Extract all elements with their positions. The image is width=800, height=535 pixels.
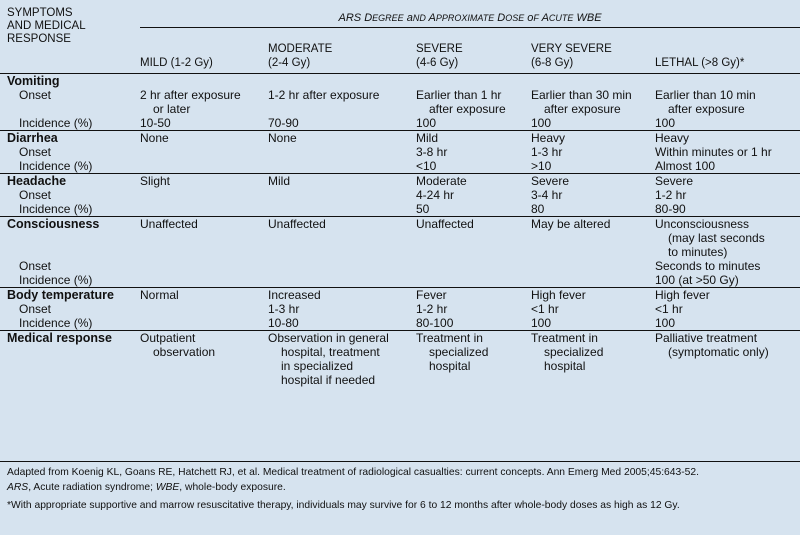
- cell-line: <1 hr: [655, 302, 683, 316]
- abbrev-wbe-def: , whole-body exposure.: [179, 482, 286, 493]
- symptom-sublabel: [7, 102, 140, 116]
- abbreviation-note: [7, 481, 797, 495]
- table-cell: [140, 331, 268, 388]
- cell-line: 1-2 hr after exposure: [268, 88, 380, 102]
- column-header-mild: [140, 28, 268, 74]
- symptom-sublabel: Onset: [19, 88, 52, 102]
- table-cell: [531, 288, 655, 331]
- cell-line: after exposure: [544, 102, 621, 116]
- cell-line: (may last seconds: [668, 231, 765, 245]
- cell-line: Seconds to minutes: [655, 259, 761, 273]
- column-header-line: SEVERE: [416, 43, 463, 55]
- column-header-lethal: [655, 28, 800, 74]
- cell-line: hospital: [544, 359, 586, 373]
- symptom-sublabel: [7, 231, 140, 245]
- header-super-row: [0, 0, 800, 28]
- cell-line: Normal: [140, 288, 179, 302]
- cell-line: 100: [655, 116, 676, 130]
- symptom-title: Headache: [7, 174, 67, 188]
- cell-line: Treatment in: [531, 331, 598, 345]
- symptom-cell: [0, 174, 140, 217]
- symptom-sublabel: Onset: [19, 145, 52, 159]
- cell-line: [268, 102, 416, 116]
- cell-line: Outpatient: [140, 331, 196, 345]
- supertitle-word: APPROXIMATE: [428, 12, 495, 24]
- table-cell: [531, 331, 655, 388]
- cell-line: observation: [153, 345, 216, 359]
- symptoms-column-header: [0, 0, 140, 74]
- table-cell: [416, 74, 531, 131]
- symptom-sublabel: Onset: [19, 188, 52, 202]
- supertitle-word: ARS: [338, 12, 362, 24]
- supertitle-word: oF: [527, 12, 539, 24]
- symptom-sublabel: Incidence (%): [19, 116, 93, 130]
- symptom-cell: [0, 131, 140, 174]
- cell-line: Heavy: [531, 131, 566, 145]
- cell-line: Observation in general: [268, 331, 389, 345]
- table-cell: [531, 74, 655, 131]
- cell-line: 100: [655, 316, 676, 330]
- cell-line: None: [268, 131, 297, 145]
- cell-line: to minutes): [668, 245, 728, 259]
- cell-line: May be altered: [531, 217, 611, 231]
- column-header-line: (6-8 Gy): [531, 57, 574, 69]
- table-cell: [268, 288, 416, 331]
- symptom-title: Vomiting: [7, 74, 60, 88]
- symptom-sublabel: Onset: [19, 259, 52, 273]
- cell-line: 70-90: [268, 116, 299, 130]
- cell-line: or later: [153, 102, 191, 116]
- symptom-cell: [0, 217, 140, 288]
- symptom-sublabel: Incidence (%): [19, 202, 93, 216]
- symptom-sublabel: Incidence (%): [19, 316, 93, 330]
- symptoms-header-line: RESPONSE: [7, 33, 71, 45]
- cell-line: in specialized: [281, 359, 354, 373]
- table-cell: [655, 131, 800, 174]
- column-header-line: VERY SEVERE: [531, 43, 612, 55]
- table-row-headache: [0, 174, 800, 217]
- cell-line: 10-80: [268, 316, 299, 330]
- column-header-very-severe: [531, 28, 655, 74]
- symptom-cell: [0, 331, 140, 388]
- table-cell: [416, 131, 531, 174]
- symptom-cell: [0, 288, 140, 331]
- footnote: *With appropriate supportive and marrow resuscitative therapy, individuals may survive for 6 to 12 months after whole-body doses as high as 12 Gy.: [7, 500, 680, 511]
- supertitle-word: WBE: [576, 12, 602, 24]
- table-cell: [140, 131, 268, 174]
- table-cell: [268, 331, 416, 388]
- cell-line: Moderate: [416, 174, 467, 188]
- table-bottom-rule: [0, 461, 800, 462]
- cell-line: Heavy: [655, 131, 690, 145]
- cell-line: 1-2 hr: [655, 188, 687, 202]
- cell-line: Unaffected: [140, 217, 198, 231]
- cell-line: Within minutes or 1 hr: [655, 145, 772, 159]
- symptom-title: Body temperature: [7, 288, 114, 302]
- table-row-vomiting: [0, 74, 800, 131]
- symptom-title: Medical response: [7, 331, 112, 345]
- table-cell: [416, 331, 531, 388]
- table-cell: [655, 288, 800, 331]
- cell-line: 50: [416, 202, 430, 216]
- cell-line: 80-100: [416, 316, 454, 330]
- cell-line: >10: [531, 159, 552, 173]
- cell-line: Unaffected: [268, 217, 326, 231]
- cell-line: 1-2 hr: [416, 302, 448, 316]
- cell-line: 2 hr after exposure: [140, 88, 241, 102]
- cell-line: Palliative treatment: [655, 331, 758, 345]
- cell-line: specialized: [544, 345, 604, 359]
- cell-line: 1-3 hr: [531, 145, 563, 159]
- supertitle-word: DEGREE: [364, 12, 404, 24]
- cell-line: <1 hr: [531, 302, 559, 316]
- column-header-severe: [416, 28, 531, 74]
- cell-line: 100: [416, 116, 437, 130]
- table-cell: [140, 288, 268, 331]
- cell-line: hospital: [429, 359, 471, 373]
- table-row-medical-response: [0, 331, 800, 388]
- symptom-sublabel: Incidence (%): [19, 273, 93, 287]
- cell-line: 100 (at >50 Gy): [655, 273, 739, 287]
- cell-line: None: [140, 131, 169, 145]
- cell-line: after exposure: [429, 102, 506, 116]
- cell-line: 3-8 hr: [416, 145, 448, 159]
- column-header-moderate: [268, 28, 416, 74]
- table-cell: [268, 174, 416, 217]
- supertitle-word: ACUTE: [541, 12, 574, 24]
- table-cell: [268, 74, 416, 131]
- table-cell: [416, 174, 531, 217]
- cell-line: Fever: [416, 288, 447, 302]
- source-note: Adapted from Koenig KL, Goans RE, Hatchett RJ, et al. Medical treatment of radiological casualties: current concepts. Ann Emerg Med 2005;45:643-52.: [7, 467, 699, 478]
- cell-line: 4-24 hr: [416, 188, 455, 202]
- cell-line: 80: [531, 202, 545, 216]
- cell-line: 3-4 hr: [531, 188, 563, 202]
- symptom-sublabel: Incidence (%): [19, 159, 93, 173]
- cell-line: 100: [531, 116, 552, 130]
- cell-line: 10-50: [140, 116, 171, 130]
- supertitle-word: DOSE: [497, 12, 525, 24]
- table-cell: [531, 131, 655, 174]
- cell-line: Mild: [268, 174, 291, 188]
- cell-line: High fever: [655, 288, 710, 302]
- cell-line: Earlier than 1 hr: [416, 88, 502, 102]
- cell-line: hospital, treatment: [281, 345, 380, 359]
- cell-line: Increased: [268, 288, 321, 302]
- table-cell: [531, 174, 655, 217]
- cell-line: <10: [416, 159, 437, 173]
- symptoms-header-line: AND MEDICAL: [7, 20, 86, 32]
- column-header-line: (2-4 Gy): [268, 57, 311, 69]
- cell-line: Severe: [655, 174, 694, 188]
- table-cell: [268, 217, 416, 288]
- cell-line: [531, 74, 655, 88]
- abbrev-ars: ARS: [7, 482, 29, 493]
- cell-line: Slight: [140, 174, 171, 188]
- cell-line: specialized: [429, 345, 489, 359]
- table-cell: [140, 74, 268, 131]
- symptom-sublabel: [7, 245, 140, 259]
- cell-line: [655, 74, 800, 88]
- table-cell: [268, 131, 416, 174]
- cell-line: Unconsciousness: [655, 217, 750, 231]
- cell-line: Mild: [416, 131, 439, 145]
- column-header-line: MODERATE: [268, 43, 333, 55]
- cell-line: 100: [531, 316, 552, 330]
- table-cell: [655, 174, 800, 217]
- table-cell: [416, 288, 531, 331]
- table-row-diarrhea: [0, 131, 800, 174]
- table-row-body-temperature: [0, 288, 800, 331]
- cell-line: 1-3 hr: [268, 302, 300, 316]
- cell-line: [140, 74, 268, 88]
- table-row-consciousness: [0, 217, 800, 288]
- table-cell: [140, 174, 268, 217]
- table-supertitle: [140, 0, 800, 28]
- column-header-line: MILD (1-2 Gy): [140, 57, 213, 69]
- cell-line: Treatment in: [416, 331, 483, 345]
- table-cell: [531, 217, 655, 288]
- table-cell: [655, 217, 800, 288]
- cell-line: Earlier than 10 min: [655, 88, 756, 102]
- abbrev-wbe: WBE: [155, 482, 180, 493]
- cell-line: 80-90: [655, 202, 686, 216]
- table-cell: [416, 217, 531, 288]
- cell-line: after exposure: [668, 102, 745, 116]
- cell-line: [268, 74, 416, 88]
- table-cell: [140, 217, 268, 288]
- cell-line: High fever: [531, 288, 586, 302]
- symptom-title: Diarrhea: [7, 131, 58, 145]
- abbrev-ars-def: , Acute radiation syndrome;: [28, 482, 156, 493]
- supertitle-word: aND: [406, 12, 426, 24]
- table-cell: [655, 331, 800, 388]
- symptoms-header-line: SYMPTOMS: [7, 7, 73, 19]
- cell-line: Almost 100: [655, 159, 716, 173]
- cell-line: Unaffected: [416, 217, 474, 231]
- cell-line: Severe: [531, 174, 570, 188]
- table-cell: [655, 74, 800, 131]
- cell-line: (symptomatic only): [668, 345, 769, 359]
- cell-line: Earlier than 30 min: [531, 88, 632, 102]
- cell-line: [416, 74, 531, 88]
- symptom-title: Consciousness: [7, 217, 100, 231]
- symptom-sublabel: Onset: [19, 302, 52, 316]
- symptom-cell: [0, 74, 140, 131]
- cell-line: hospital if needed: [281, 373, 376, 387]
- column-header-line: (4-6 Gy): [416, 57, 459, 69]
- table-notes: [7, 466, 797, 517]
- column-header-line: LETHAL (>8 Gy)*: [655, 57, 745, 69]
